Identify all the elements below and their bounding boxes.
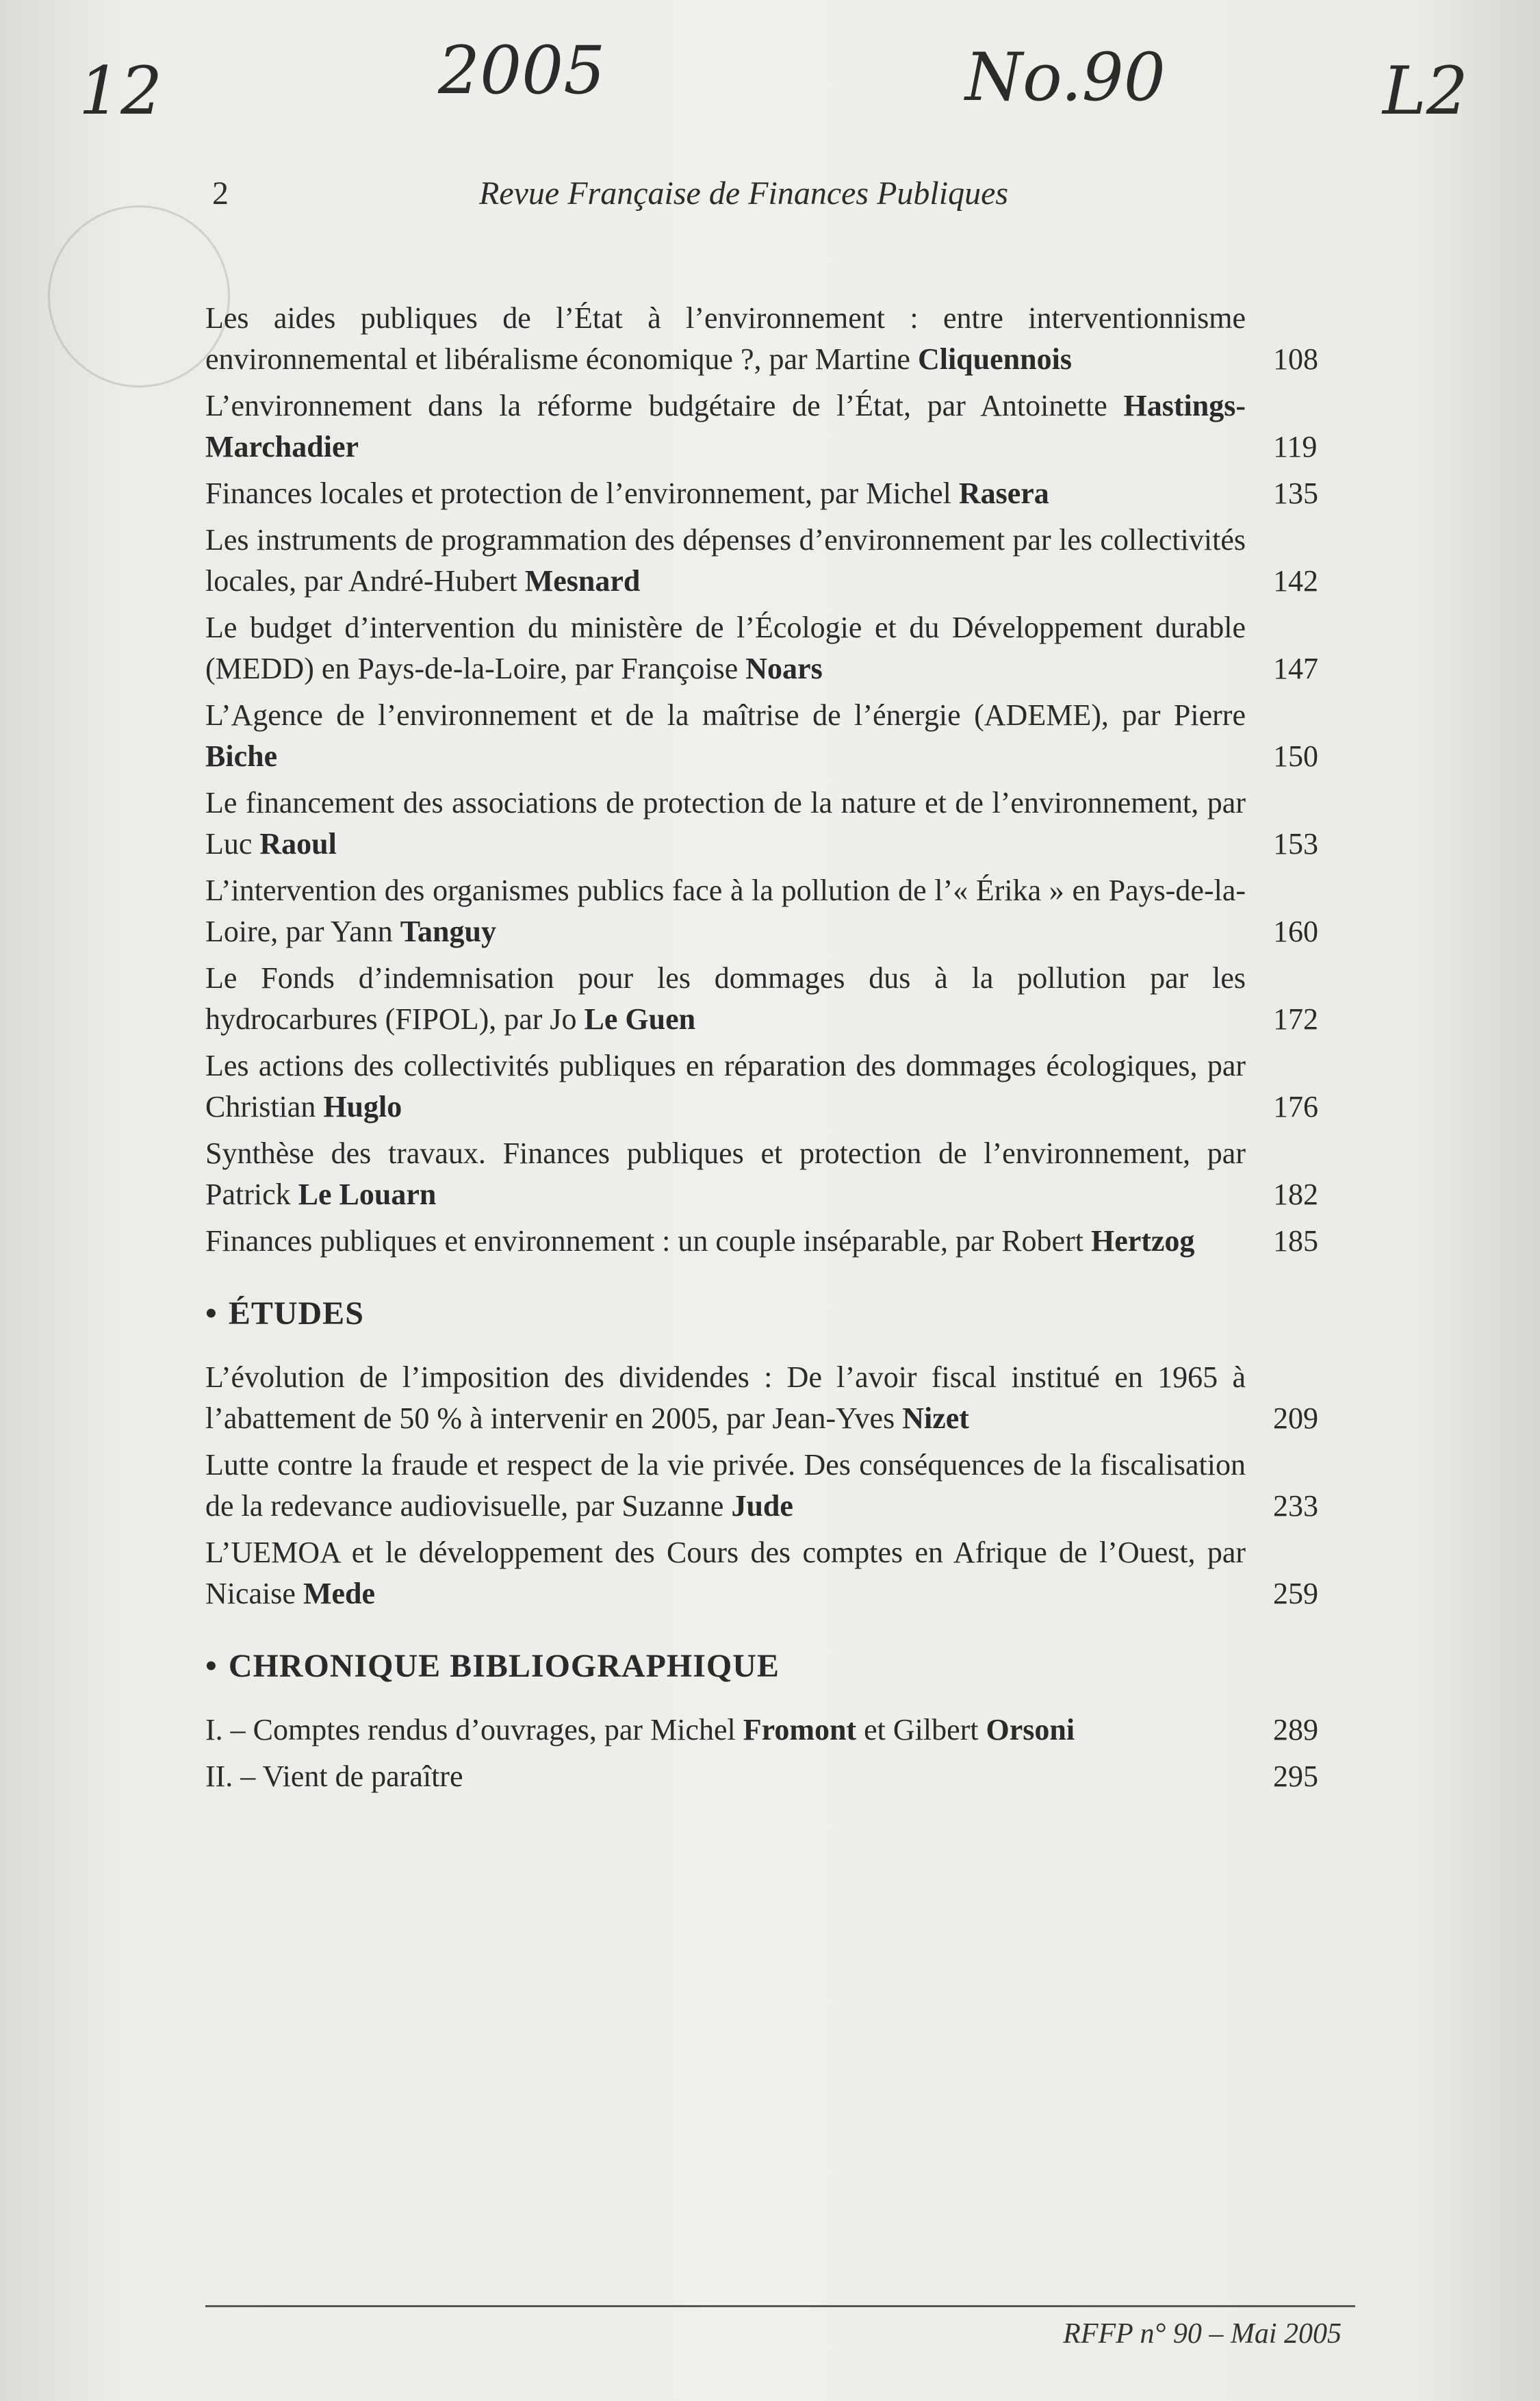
main-entries (205, 298, 1355, 1262)
entry-page-number: 142 (1273, 564, 1318, 598)
footer: RFFP n° 90 – Mai 2005 (1063, 2318, 1342, 2350)
entry-title: Le financement des associations de protection de la nature et de l’environnement, par Luc (205, 786, 1246, 861)
entry-page-number: 233 (1273, 1489, 1318, 1523)
toc-entry (205, 1532, 1355, 1614)
entry-author: Fromont (743, 1713, 857, 1746)
entry-author: Nizet (902, 1401, 969, 1435)
handwritten-issue: No.90 (965, 39, 1166, 116)
entry-title: L’UEMOA et le développement des Cours des comptes en Afrique de l’Ouest, par Nicaise (205, 1536, 1246, 1610)
entry-author: Rasera (958, 477, 1049, 510)
entry-title: L’Agence de l’environnement et de la maîtrise de l’énergie (ADEME), par Pierre (205, 698, 1246, 732)
toc-entry (205, 385, 1355, 468)
toc-entry (205, 1221, 1355, 1262)
toc-entry (205, 870, 1355, 952)
entry-page-number: 295 (1273, 1760, 1318, 1793)
entry-author: Hastings-Marchadier (205, 389, 1246, 463)
bullet-icon: • (205, 1295, 218, 1332)
entry-page-number: 135 (1273, 477, 1318, 510)
toc-entry (205, 695, 1355, 777)
entry-page-number: 160 (1273, 915, 1318, 948)
entry-page-number: 209 (1273, 1401, 1318, 1435)
faded-stamp (48, 205, 230, 388)
toc-entry (205, 473, 1355, 514)
entry-title: Les actions des collectivités publiques en réparation des dommages écologiques, par Christian (205, 1049, 1246, 1123)
entry-title: L’environnement dans la réforme budgétaire de l’État, par Antoinette (205, 389, 1124, 422)
entry-author: Tanguy (400, 915, 496, 948)
toc-entry (205, 607, 1355, 689)
entry-title: Le Fonds d’indemnisation pour les dommages dus à la pollution par les hydrocarbures (FIPOL), par Jo (205, 961, 1246, 1036)
entry-page-number: 119 (1273, 430, 1318, 463)
entry-author: Noars (745, 652, 823, 685)
footer-rule (205, 2305, 1355, 2307)
bullet-icon: • (205, 1648, 218, 1684)
entry-page-number: 259 (1273, 1577, 1318, 1610)
entry-page-number: 182 (1273, 1178, 1318, 1211)
toc-entry (205, 1045, 1355, 1128)
page-number: 2 (212, 175, 229, 212)
entry-page-number: 150 (1273, 739, 1318, 773)
entry-page-number: 289 (1273, 1713, 1318, 1746)
entry-title: I. – Comptes rendus d’ouvrages, par Michel (205, 1713, 743, 1746)
etudes-entries (205, 1357, 1355, 1614)
entry-page-number: 153 (1273, 827, 1318, 861)
handwritten-year: 2005 (438, 32, 606, 109)
entry-author: Le Guen (584, 1002, 696, 1036)
toc-entry (205, 298, 1355, 380)
entry-author: Huglo (323, 1090, 402, 1123)
toc-entry (205, 783, 1355, 865)
entry-title: L’évolution de l’imposition des dividendes : De l’avoir fiscal institué en 1965 à l’abattement de 50 % à intervenir en 2005, par Jean-Yves (205, 1360, 1246, 1435)
section-heading-chronique: • CHRONIQUE BIBLIOGRAPHIQUE (205, 1648, 780, 1684)
handwritten-left-number: 12 (79, 53, 163, 129)
entry-title: Les instruments de programmation des dépenses d’environnement par les collectivités locales, par André-Hubert (205, 523, 1246, 598)
toc-entry (205, 520, 1355, 602)
entry-author: Mesnard (524, 564, 641, 598)
toc-entry (205, 1133, 1355, 1215)
entry-title: Lutte contre la fraude et respect de la vie privée. Des conséquences de la fiscalisation de la redevance audiovisuelle, par Suzanne (205, 1448, 1246, 1523)
entry-author: Mede (303, 1577, 375, 1610)
entry-title: L’intervention des organismes publics face à la pollution de l’« Érika » en Pays-de-la-Loire, par Yann (205, 874, 1246, 948)
entry-author: Cliquennois (917, 342, 1072, 376)
entry-page-number: 147 (1273, 652, 1318, 685)
entry-author: Jude (731, 1489, 793, 1523)
entry-page-number: 176 (1273, 1090, 1318, 1123)
entry-author: Biche (205, 739, 278, 773)
toc-entry (205, 1756, 1355, 1797)
toc-entry (205, 1710, 1355, 1751)
section-heading-etudes: • ÉTUDES (205, 1295, 364, 1332)
entry-author: Le Louarn (298, 1178, 437, 1211)
table-of-contents (205, 298, 1355, 1803)
entry-title: Synthèse des travaux. Finances publiques et protection de l’environnement, par Patrick (205, 1136, 1246, 1211)
journal-title: Revue Française de Finances Publiques (479, 175, 1009, 212)
entry-connector: et Gilbert (856, 1713, 986, 1746)
entry-title: Finances locales et protection de l’environnement, par Michel (205, 477, 959, 510)
entry-page-number: 185 (1273, 1224, 1318, 1258)
entry-title: Les aides publiques de l’État à l’environnement : entre interventionnisme environnemental et libéralisme économique ?, par Martine (205, 301, 1246, 376)
entry-title: II. – Vient de paraître (205, 1760, 463, 1793)
entry-author: Hertzog (1090, 1224, 1195, 1258)
toc-entry (205, 1445, 1355, 1527)
toc-entry (205, 958, 1355, 1040)
entry-page-number: 108 (1273, 342, 1318, 376)
entry-page-number: 172 (1273, 1002, 1318, 1036)
entry-title: Le budget d’intervention du ministère de l’Écologie et du Développement durable (MEDD) en Pays-de-la-Loire, par Françoise (205, 611, 1246, 685)
handwritten-right-number: L2 (1383, 53, 1468, 129)
entry-author: Orsoni (986, 1713, 1075, 1746)
toc-entry (205, 1357, 1355, 1439)
chronique-entries (205, 1710, 1355, 1797)
entry-title: Finances publiques et environnement : un couple inséparable, par Robert (205, 1224, 1091, 1258)
entry-author: Raoul (259, 827, 337, 861)
